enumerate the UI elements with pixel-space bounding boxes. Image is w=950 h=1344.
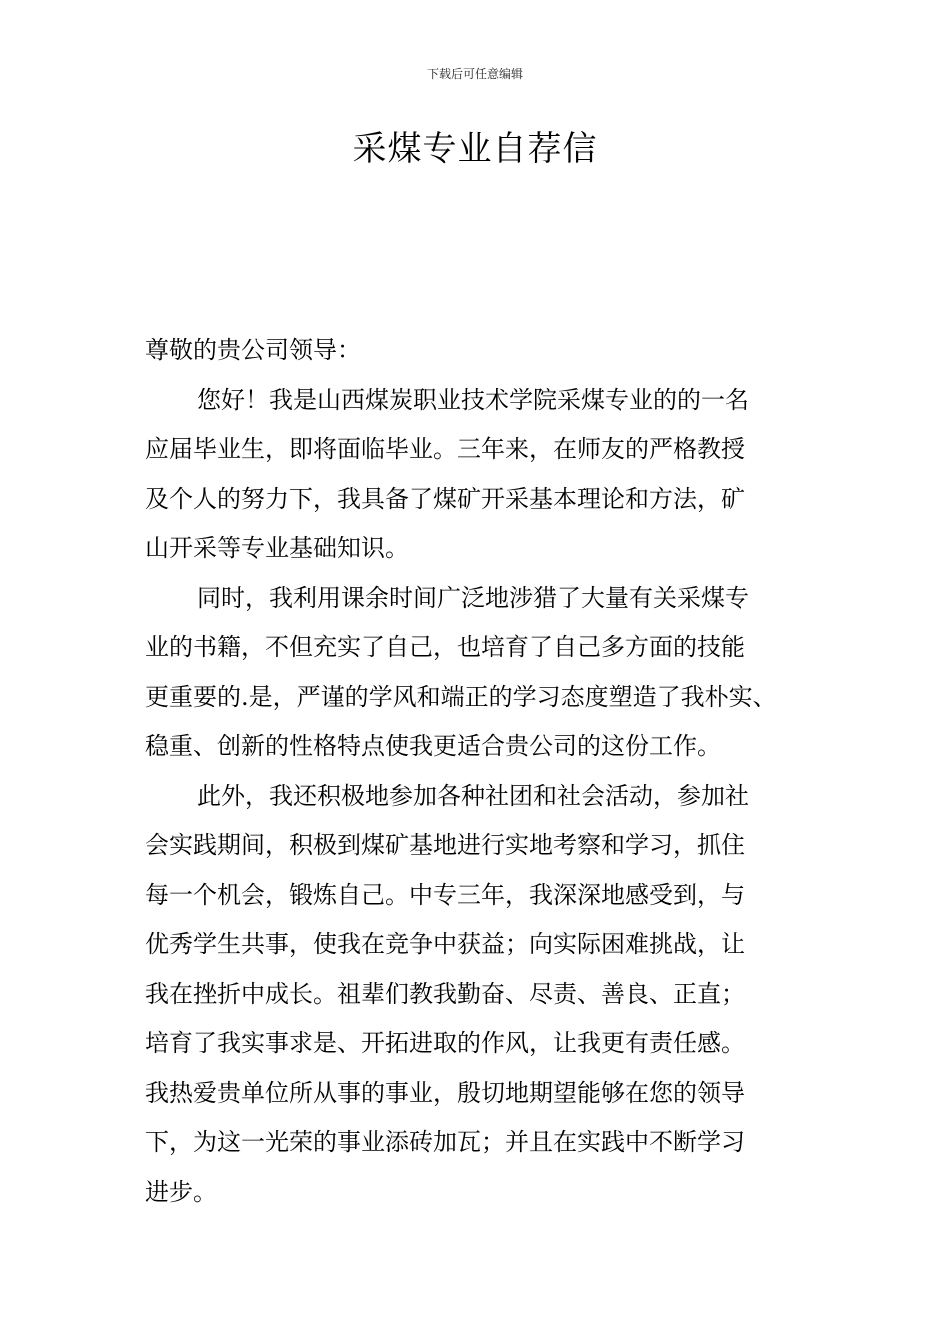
paragraph-line: 业的书籍，不但充实了自己，也培育了自己多方面的技能 xyxy=(145,633,745,661)
paragraph-line: 应届毕业生，即将面临毕业。三年来，在师友的严格教授 xyxy=(145,435,745,463)
paragraph-line: 进步。 xyxy=(145,1177,217,1206)
paragraph-line: 我在挫折中成长。祖辈们教我勤奋、尽责、善良、正直； xyxy=(145,979,745,1008)
letter-body xyxy=(145,326,827,1217)
paragraph-line: 每一个机会，锻炼自己。中专三年，我深深地感受到，与 xyxy=(145,880,745,909)
document-title: 采煤专业自荐信 xyxy=(352,129,598,169)
paragraph-line: 山开采等专业基础知识。 xyxy=(145,534,409,562)
header-note: 下载后可任意编辑 xyxy=(426,67,523,81)
paragraph-line: 您好！我是山西煤炭职业技术学院采煤专业的的一名 xyxy=(197,385,749,414)
paragraph-line: 更重要的.是，严谨的学风和端正的学习态度塑造了我朴实、 xyxy=(145,682,777,711)
paragraph-line: 优秀学生共事，使我在竞争中获益；向实际困难挑战，让 xyxy=(145,930,745,958)
paragraph-line: 此外，我还积极地参加各种社团和社会活动，参加社 xyxy=(197,781,749,810)
paragraph-line: 会实践期间，积极到煤矿基地进行实地考察和学习，抓住 xyxy=(145,831,745,859)
paragraph-study xyxy=(145,574,827,772)
paragraph-line: 我热爱贵单位所从事的事业，殷切地期望能够在您的领导 xyxy=(145,1078,745,1107)
salutation: 尊敬的贵公司领导： xyxy=(145,336,361,364)
paragraph-activities xyxy=(145,772,827,1218)
paragraph-line: 稳重、创新的性格特点使我更适合贵公司的这份工作。 xyxy=(145,732,721,760)
paragraph-line: 及个人的努力下，我具备了煤矿开采基本理论和方法，矿 xyxy=(145,484,745,513)
paragraph-line: 同时，我利用课余时间广泛地涉猎了大量有关采煤专 xyxy=(197,583,749,612)
paragraph-line: 下，为这一光荣的事业添砖加瓦；并且在实践中不断学习 xyxy=(145,1128,745,1156)
paragraph-greeting xyxy=(145,376,827,574)
paragraph-line: 培育了我实事求是、开拓进取的作风，让我更有责任感。 xyxy=(145,1029,745,1057)
